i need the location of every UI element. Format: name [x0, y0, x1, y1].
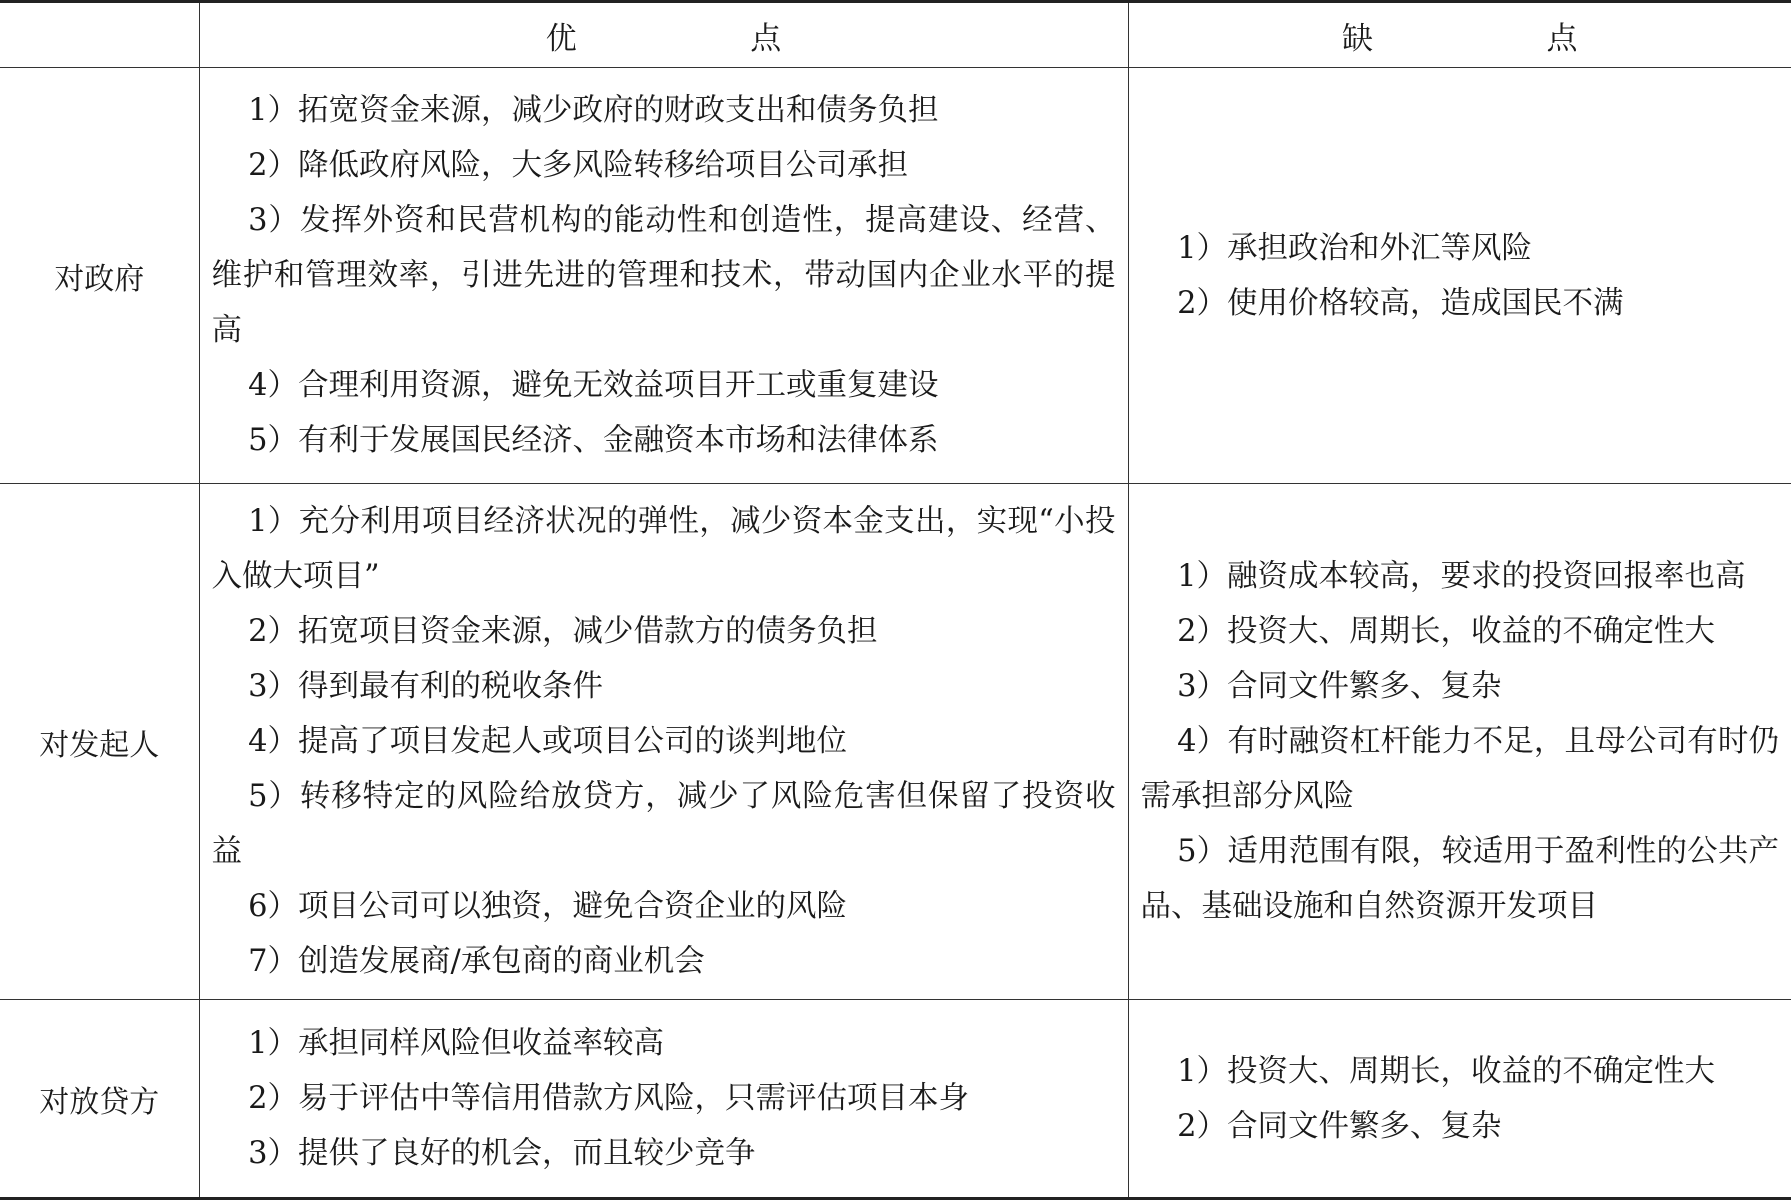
table-header — [0, 2, 1791, 68]
cons-cell-lender — [1128, 1000, 1791, 1199]
list-item: 7）创造发展商/承包商的商业机会 — [248, 944, 705, 979]
list-item: 5）转移特定的风险给放贷方，减少了风险危害但保留了投资收益 — [211, 779, 1116, 869]
table-row — [0, 484, 1791, 1000]
pros-list — [212, 494, 1116, 989]
pros-list — [212, 83, 1116, 468]
list-item: 5）有利于发展国民经济、金融资本市场和法律体系 — [248, 423, 939, 458]
list-item: 4）有时融资杠杆能力不足，且母公司有时仍需承担部分风险 — [1140, 724, 1779, 814]
cons-list — [1141, 1044, 1780, 1154]
cons-cell-sponsor — [1128, 484, 1791, 1000]
cons-cell-government — [1128, 68, 1791, 484]
table-body — [0, 68, 1791, 1199]
header-pros: 优 点 — [199, 2, 1128, 68]
list-item: 2）降低政府风险，大多风险转移给项目公司承担 — [248, 148, 908, 183]
pros-cell-sponsor — [199, 484, 1128, 1000]
list-item: 1）投资大、周期长，收益的不确定性大 — [1177, 1053, 1715, 1089]
list-item: 3）发挥外资和民营机构的能动性和创造性，提高建设、经营、维护和管理效率，引进先进的管理和技术，带动国内企业水平的提高 — [211, 203, 1116, 348]
list-item: 2）使用价格较高，造成国民不满 — [1177, 285, 1624, 321]
header-row — [0, 2, 1791, 68]
list-item: 4）合理利用资源，避免无效益项目开工或重复建设 — [248, 368, 939, 403]
row-label-lender: 对放贷方 — [0, 1000, 199, 1199]
cons-list — [1141, 221, 1780, 331]
list-item: 1）拓宽资金来源，减少政府的财政支出和债务负担 — [248, 93, 939, 128]
list-item: 1）承担政治和外汇等风险 — [1177, 230, 1532, 266]
list-item: 2）投资大、周期长，收益的不确定性大 — [1177, 614, 1715, 649]
list-item: 2）合同文件繁多、复杂 — [1177, 1108, 1502, 1144]
list-item: 1）承担同样风险但收益率较高 — [248, 1026, 664, 1061]
table-row — [0, 1000, 1791, 1199]
list-item: 3）得到最有利的税收条件 — [248, 669, 603, 704]
pros-list — [212, 1016, 1116, 1181]
list-item: 3）合同文件繁多、复杂 — [1177, 669, 1502, 704]
header-corner — [0, 2, 199, 68]
pros-cell-government — [199, 68, 1128, 484]
list-item: 3）提供了良好的机会，而且较少竞争 — [248, 1136, 756, 1171]
table-row — [0, 68, 1791, 484]
list-item: 6）项目公司可以独资，避免合资企业的风险 — [248, 889, 847, 924]
header-cons: 缺 点 — [1128, 2, 1791, 68]
row-label-sponsor: 对发起人 — [0, 484, 199, 1000]
cons-list — [1141, 549, 1780, 934]
list-item: 1）融资成本较高，要求的投资回报率也高 — [1177, 559, 1746, 594]
list-item: 2）易于评估中等信用借款方风险，只需评估项目本身 — [248, 1081, 969, 1116]
list-item: 2）拓宽项目资金来源，减少借款方的债务负担 — [248, 614, 878, 649]
list-item: 5）适用范围有限，较适用于盈利性的公共产品、基础设施和自然资源开发项目 — [1140, 834, 1779, 924]
row-label-government: 对政府 — [0, 68, 199, 484]
pros-cell-lender — [199, 1000, 1128, 1199]
list-item: 1）充分利用项目经济状况的弹性，减少资本金支出，实现“小投入做大项目” — [211, 504, 1116, 594]
list-item: 4）提高了项目发起人或项目公司的谈判地位 — [248, 724, 847, 759]
